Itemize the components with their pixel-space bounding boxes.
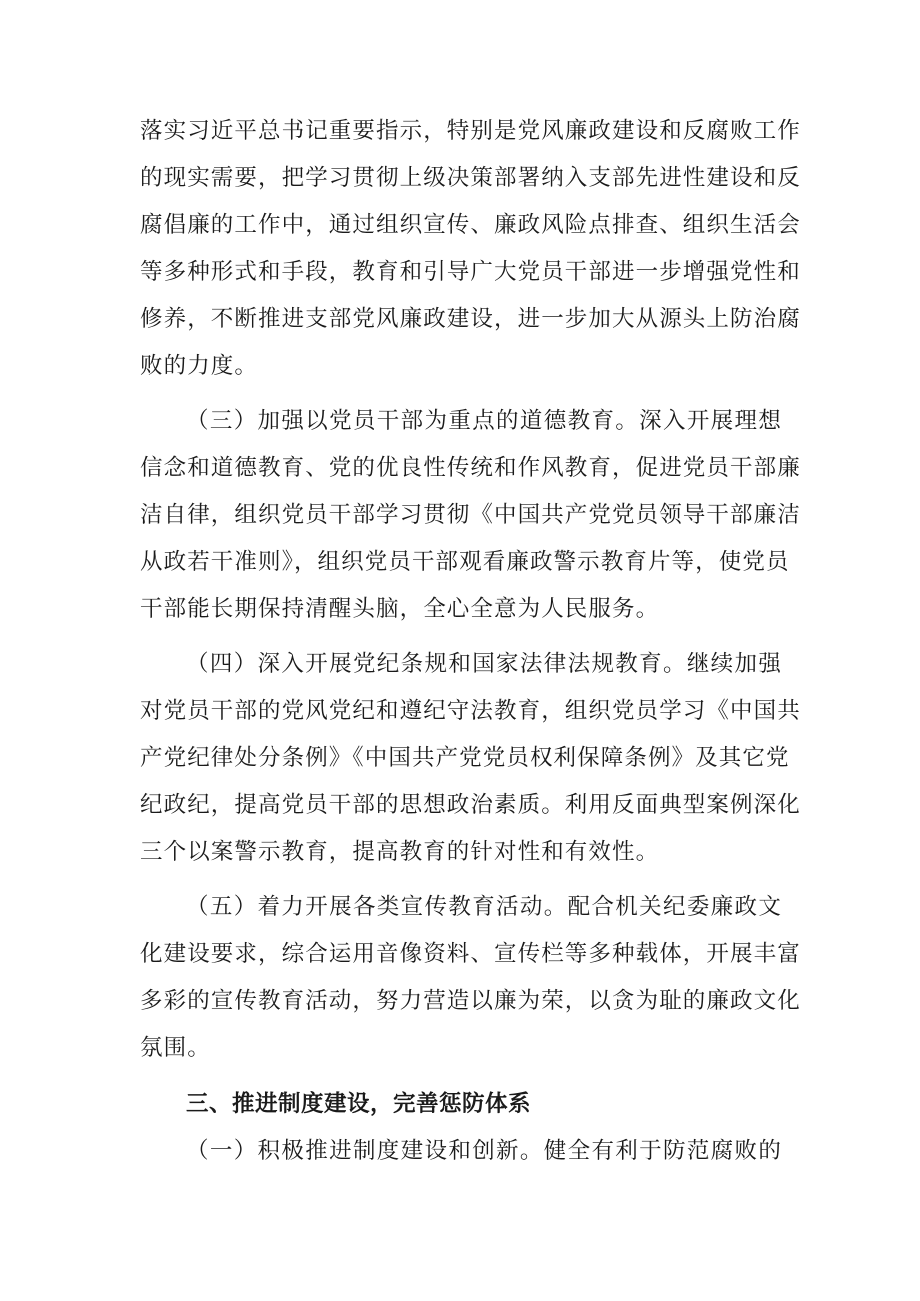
paragraph-line: 信念和道德教育、党的优良性传统和作风教育，促进党员干部廉 xyxy=(140,455,801,481)
paragraph-line: 氛围。 xyxy=(140,1035,211,1061)
paragraph-line: 腐倡廉的工作中，通过组织宣传、廉政风险点排查、组织生活会 xyxy=(140,212,801,238)
paragraph-line: 纪政纪，提高党员干部的思想政治素质。利用反面典型案例深化 xyxy=(140,792,801,818)
paragraph-line: 对党员干部的党风党纪和遵纪守法教育，组织党员学习《中国共 xyxy=(140,698,801,724)
paragraph-line: 化建设要求，综合运用音像资料、宣传栏等多种载体，开展丰富 xyxy=(140,941,801,967)
paragraph-line: （五）着力开展各类宣传教育活动。配合机关纪委廉政文 xyxy=(186,894,782,920)
paragraph-line: 败的力度。 xyxy=(140,353,259,379)
paragraph-line: （四）深入开展党纪条规和国家法律法规教育。继续加强 xyxy=(186,651,782,677)
paragraph-line: 多彩的宣传教育活动，努力营造以廉为荣，以贪为耻的廉政文化 xyxy=(140,988,801,1014)
paragraph-line: 洁自律，组织党员干部学习贯彻《中国共产党党员领导干部廉洁 xyxy=(140,502,801,528)
paragraph-line: 的现实需要，把学习贯彻上级决策部署纳入支部先进性建设和反 xyxy=(140,165,801,191)
paragraph-line: 干部能长期保持清醒头脑，全心全意为人民服务。 xyxy=(140,596,660,622)
paragraph-line: 三个以案警示教育，提高教育的针对性和有效性。 xyxy=(140,839,660,865)
section-heading: 三、推进制度建设，完善惩防体系 xyxy=(186,1091,532,1117)
paragraph-line: 修养，不断推进支部党风廉政建设，进一步加大从源头上防治腐 xyxy=(140,306,801,332)
paragraph-line: 等多种形式和手段，教育和引导广大党员干部进一步增强党性和 xyxy=(140,259,801,285)
paragraph-line: 落实习近平总书记重要指示，特别是党风廉政建设和反腐败工作 xyxy=(140,118,801,144)
paragraph-line: 从政若干准则》，组织党员干部观看廉政警示教育片等，使党员 xyxy=(140,549,790,575)
paragraph-line: 产党纪律处分条例》《中国共产党党员权利保障条例》及其它党 xyxy=(140,745,790,771)
paragraph-line: （一）积极推进制度建设和创新。健全有利于防范腐败的 xyxy=(186,1138,782,1164)
paragraph-line: （三）加强以党员干部为重点的道德教育。深入开展理想 xyxy=(186,408,782,434)
